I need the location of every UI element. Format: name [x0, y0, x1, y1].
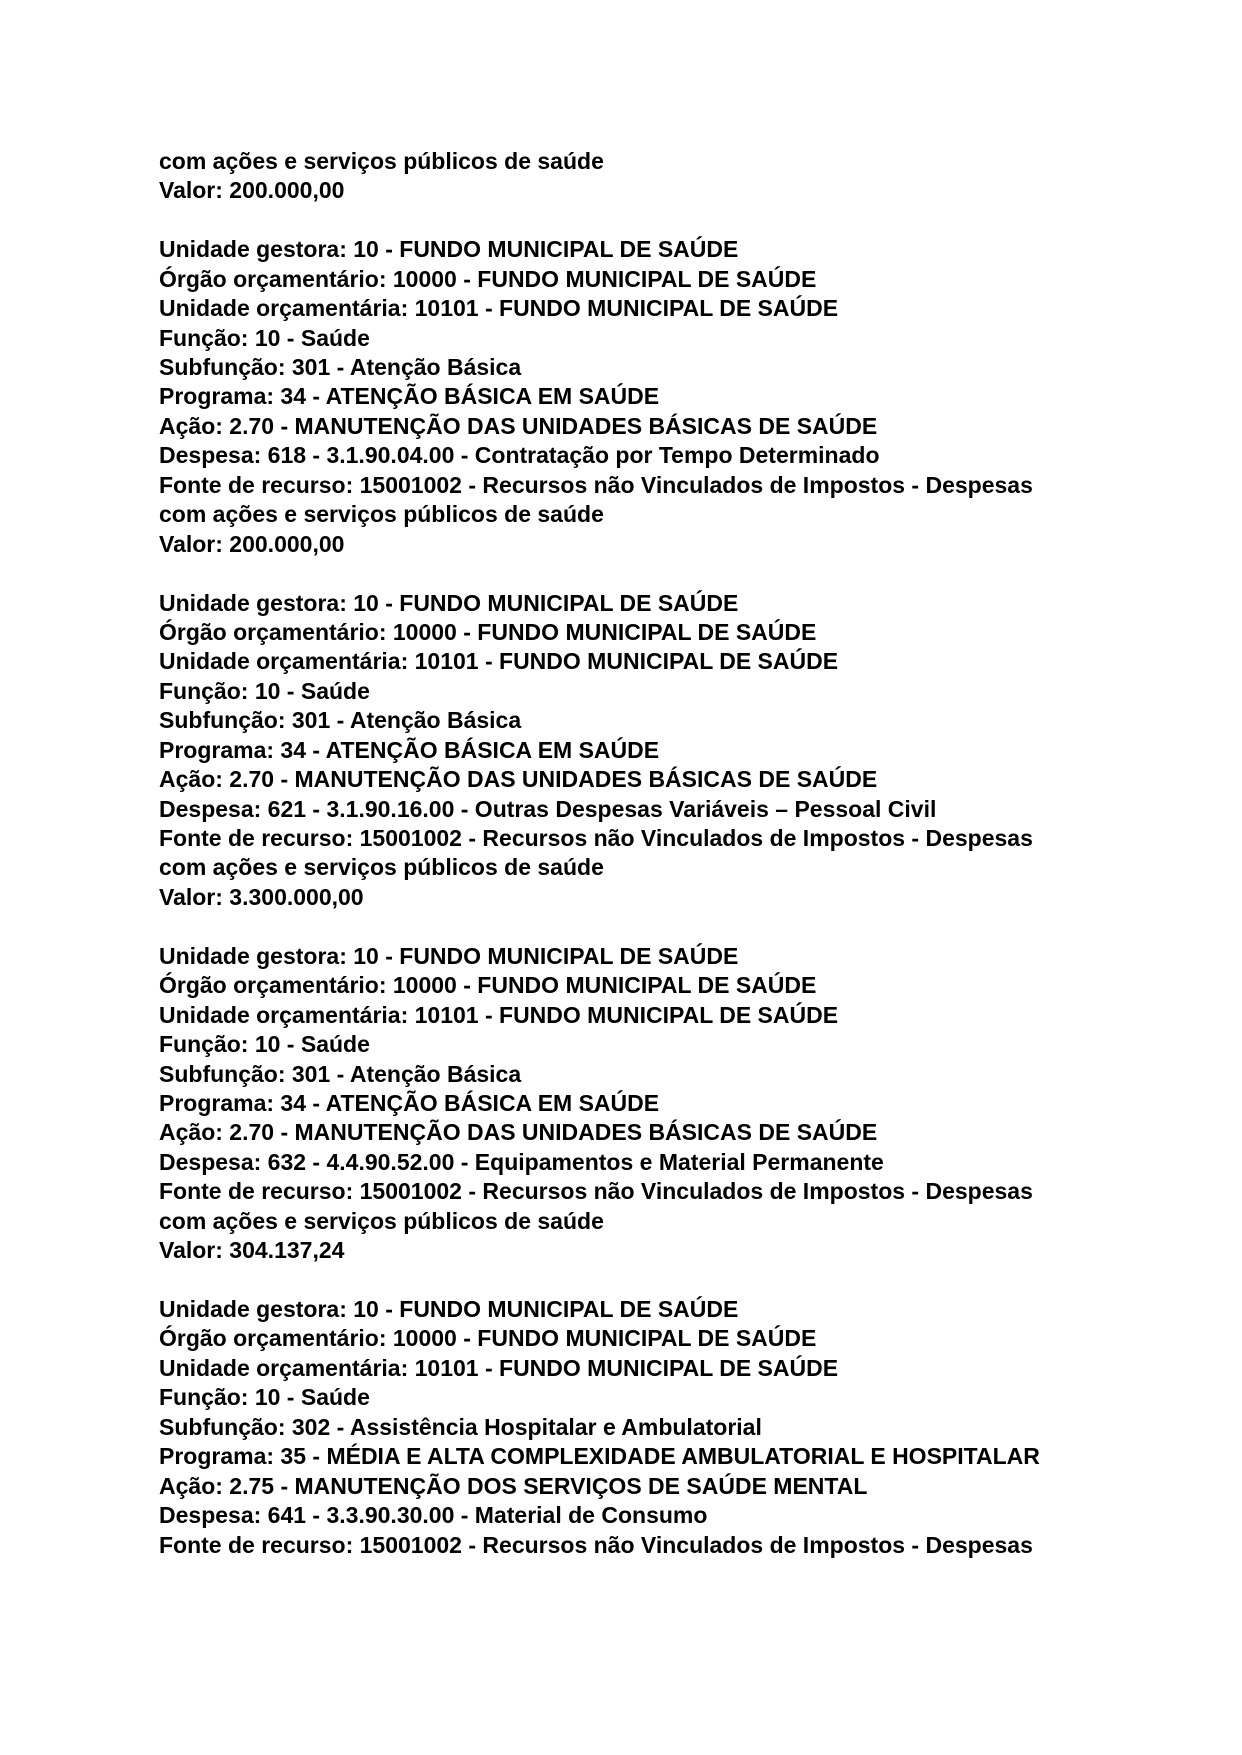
orgao-orcamentario-line: Órgão orçamentário: 10000 - FUNDO MUNICIPAL DE SAÚDE — [159, 972, 817, 999]
funcao-line: Função: 10 - Saúde — [159, 1031, 370, 1058]
orgao-orcamentario-line: Órgão orçamentário: 10000 - FUNDO MUNICIPAL DE SAÚDE — [159, 618, 817, 645]
valor-line: Valor: 304.137,24 — [159, 1237, 345, 1264]
fonte-recurso-line: Fonte de recurso: 15001002 - Recursos não Vinculados de Impostos - Despesas — [159, 1178, 1033, 1205]
subfuncao-line: Subfunção: 302 - Assistência Hospitalar e Ambulatorial — [159, 1413, 762, 1440]
unidade-gestora-line: Unidade gestora: 10 - FUNDO MUNICIPAL DE SAÚDE — [159, 236, 739, 263]
valor-line: Valor: 200.000,00 — [159, 177, 345, 204]
subfuncao-line: Subfunção: 301 - Atenção Básica — [159, 1060, 522, 1087]
text-line: com ações e serviços públicos de saúde — [159, 1207, 604, 1234]
orgao-orcamentario-line: Órgão orçamentário: 10000 - FUNDO MUNICIPAL DE SAÚDE — [159, 265, 817, 292]
unidade-orcamentaria-line: Unidade orçamentária: 10101 - FUNDO MUNICIPAL DE SAÚDE — [159, 295, 839, 322]
unidade-orcamentaria-line: Unidade orçamentária: 10101 - FUNDO MUNICIPAL DE SAÚDE — [159, 1001, 839, 1028]
unidade-gestora-line: Unidade gestora: 10 - FUNDO MUNICIPAL DE SAÚDE — [159, 1296, 739, 1322]
programa-line: Programa: 35 - MÉDIA E ALTA COMPLEXIDADE AMBULATORIAL E HOSPITALAR — [159, 1443, 1040, 1470]
unidade-orcamentaria-line: Unidade orçamentária: 10101 - FUNDO MUNICIPAL DE SAÚDE — [159, 1354, 839, 1381]
despesa-line: Despesa: 641 - 3.3.90.30.00 - Material de Consumo — [159, 1502, 708, 1529]
valor-line: Valor: 3.300.000,00 — [159, 883, 364, 910]
programa-line: Programa: 34 - ATENÇÃO BÁSICA EM SAÚDE — [159, 383, 660, 410]
despesa-line: Despesa: 618 - 3.1.90.04.00 - Contratação por Tempo Determinado — [159, 442, 880, 469]
funcao-line: Função: 10 - Saúde — [159, 677, 370, 704]
funcao-line: Função: 10 - Saúde — [159, 1384, 370, 1411]
valor-line: Valor: 200.000,00 — [159, 530, 345, 557]
text-line: com ações e serviços públicos de saúde — [159, 854, 604, 881]
text-line: com ações e serviços públicos de saúde — [159, 148, 604, 174]
acao-line: Ação: 2.75 - MANUTENÇÃO DOS SERVIÇOS DE SAÚDE MENTAL — [159, 1472, 868, 1499]
acao-line: Ação: 2.70 - MANUTENÇÃO DAS UNIDADES BÁSICAS DE SAÚDE — [159, 1119, 878, 1146]
budget-entry-despesa-632 — [159, 942, 1119, 1266]
programa-line: Programa: 34 - ATENÇÃO BÁSICA EM SAÚDE — [159, 1089, 660, 1116]
fonte-recurso-line: Fonte de recurso: 15001002 - Recursos não Vinculados de Impostos - Despesas — [159, 825, 1033, 852]
budget-entry-despesa-621 — [159, 589, 1119, 913]
despesa-line: Despesa: 632 - 4.4.90.52.00 - Equipamentos e Material Permanente — [159, 1148, 884, 1175]
document-content — [159, 147, 1119, 1560]
programa-line: Programa: 34 - ATENÇÃO BÁSICA EM SAÚDE — [159, 736, 660, 763]
unidade-gestora-line: Unidade gestora: 10 - FUNDO MUNICIPAL DE SAÚDE — [159, 942, 739, 969]
subfuncao-line: Subfunção: 301 - Atenção Básica — [159, 707, 522, 734]
despesa-line: Despesa: 621 - 3.1.90.16.00 - Outras Despesas Variáveis – Pessoal Civil — [159, 795, 937, 822]
fonte-recurso-line: Fonte de recurso: 15001002 - Recursos não Vinculados de Impostos - Despesas — [159, 471, 1033, 498]
unidade-gestora-line: Unidade gestora: 10 - FUNDO MUNICIPAL DE SAÚDE — [159, 589, 739, 616]
orgao-orcamentario-line: Órgão orçamentário: 10000 - FUNDO MUNICIPAL DE SAÚDE — [159, 1325, 817, 1352]
acao-line: Ação: 2.70 - MANUTENÇÃO DAS UNIDADES BÁSICAS DE SAÚDE — [159, 766, 878, 793]
budget-entry-continuation — [159, 147, 1119, 206]
funcao-line: Função: 10 - Saúde — [159, 324, 370, 351]
budget-entry-despesa-641 — [159, 1295, 1119, 1560]
text-line: com ações e serviços públicos de saúde — [159, 501, 604, 528]
acao-line: Ação: 2.70 - MANUTENÇÃO DAS UNIDADES BÁSICAS DE SAÚDE — [159, 412, 878, 439]
unidade-orcamentaria-line: Unidade orçamentária: 10101 - FUNDO MUNICIPAL DE SAÚDE — [159, 648, 839, 675]
fonte-recurso-line: Fonte de recurso: 15001002 - Recursos não Vinculados de Impostos - Despesas — [159, 1531, 1033, 1558]
budget-entry-despesa-618 — [159, 235, 1119, 559]
subfuncao-line: Subfunção: 301 - Atenção Básica — [159, 354, 522, 381]
